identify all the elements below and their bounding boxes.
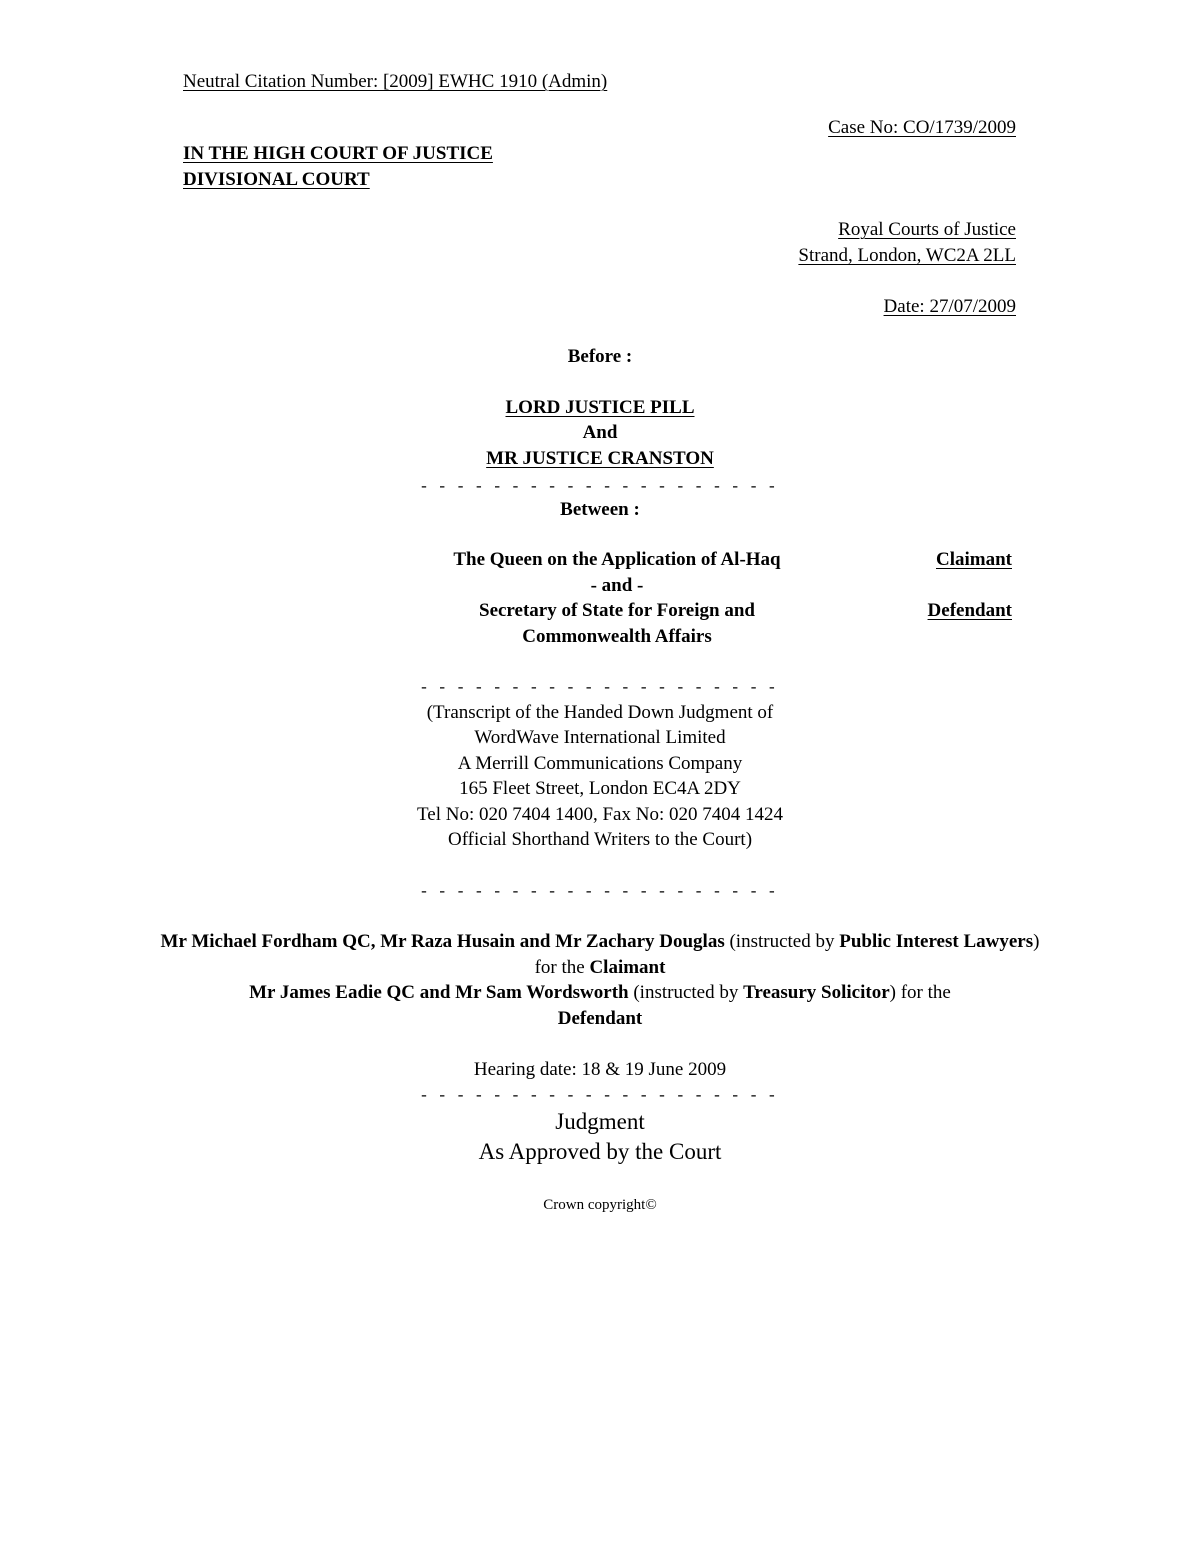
- court-division: DIVISIONAL COURT: [183, 169, 370, 190]
- counsel-appearances: [160, 929, 1040, 1031]
- defendant-solicitor: Treasury Solicitor: [743, 982, 890, 1003]
- before-label: Before :: [567, 346, 633, 367]
- judge-cranston: MR JUSTICE CRANSTON: [486, 448, 714, 469]
- for-the: ) for the: [534, 931, 1040, 978]
- transcript-line: Tel No: 020 7404 1400, Fax No: 020 7404 1424: [417, 804, 783, 825]
- between-label: Between :: [560, 499, 640, 520]
- transcript-line: (Transcript of the Handed Down Judgment of: [426, 702, 774, 723]
- separator-1: - - - - - - - - - - - - - - - - - - - -: [421, 476, 779, 495]
- claimant-solicitor: Public Interest Lawyers: [839, 931, 1034, 952]
- defendant-name-line2: Commonwealth Affairs: [522, 626, 712, 647]
- separator-2: - - - - - - - - - - - - - - - - - - - -: [421, 677, 779, 696]
- defendant-party: Defendant: [557, 1007, 643, 1029]
- judge-pill: LORD JUSTICE PILL: [505, 397, 695, 418]
- court-name: IN THE HIGH COURT OF JUSTICE: [183, 143, 493, 164]
- separator-3: - - - - - - - - - - - - - - - - - - - -: [421, 881, 779, 900]
- transcript-line: A Merrill Communications Company: [457, 753, 743, 774]
- transcript-line: 165 Fleet Street, London EC4A 2DY: [459, 778, 741, 799]
- defendant-counsel: Mr James Eadie QC and Mr Sam Wordsworth: [249, 982, 629, 1003]
- crown-copyright: Crown copyright©: [543, 1197, 657, 1213]
- court-address-line2: Strand, London, WC2A 2LL: [798, 245, 1016, 266]
- and-label: And: [582, 422, 618, 443]
- approved-by-court: As Approved by the Court: [478, 1139, 722, 1164]
- instructed-by: (instructed by: [729, 931, 835, 952]
- neutral-citation: Neutral Citation Number: [2009] EWHC 1910 (Admin): [183, 71, 608, 92]
- case-number: Case No: CO/1739/2009: [828, 117, 1016, 138]
- defendant-role: Defendant: [927, 600, 1012, 621]
- defendant-name-line1: Secretary of State for Foreign and: [479, 600, 755, 621]
- claimant-party: Claimant: [589, 956, 666, 978]
- transcript-line: Official Shorthand Writers to the Court): [447, 829, 753, 850]
- instructed-by: (instructed by: [633, 982, 739, 1003]
- judgment-title: Judgment: [555, 1109, 645, 1134]
- for-the: ) for the: [889, 982, 951, 1003]
- claimant-role: Claimant: [936, 549, 1012, 570]
- versus-label: - and -: [590, 575, 644, 596]
- separator-4: - - - - - - - - - - - - - - - - - - - -: [421, 1085, 779, 1104]
- hearing-date: Hearing date: 18 & 19 June 2009: [473, 1059, 727, 1080]
- claimant-counsel: Mr Michael Fordham QC, Mr Raza Husain and Mr Zachary Douglas: [160, 931, 725, 952]
- judgment-date: Date: 27/07/2009: [883, 296, 1016, 317]
- claimant-name: The Queen on the Application of Al-Haq: [453, 549, 781, 570]
- transcript-line: WordWave International Limited: [474, 727, 726, 748]
- court-address-line1: Royal Courts of Justice: [838, 219, 1016, 240]
